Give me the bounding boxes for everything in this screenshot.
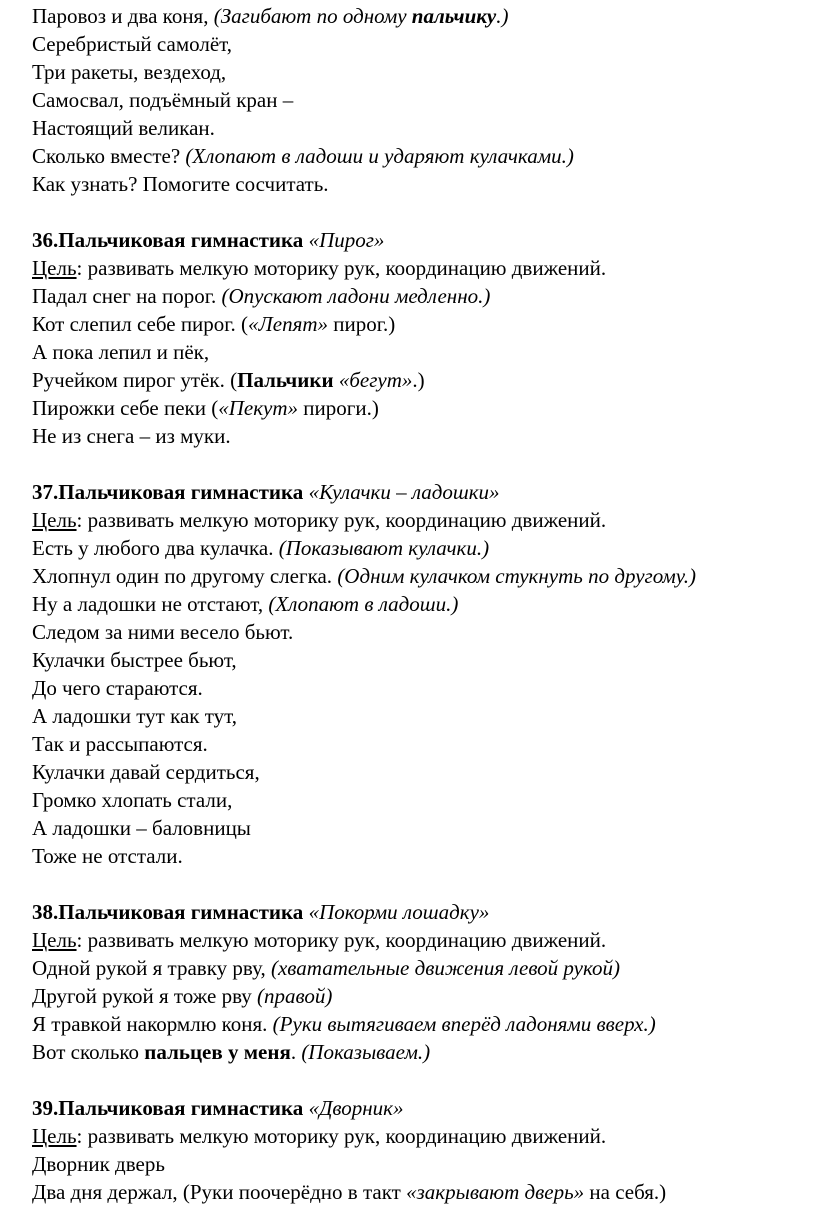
verse-line: Кулачки давай сердиться, <box>32 760 260 784</box>
verse-line: А ладошки – баловницы <box>32 816 251 840</box>
verse-line: Как узнать? Помогите сосчитать. <box>32 172 329 196</box>
section-heading-37: 37.Пальчиковая гимнастика «Кулачки – ладошки» <box>32 480 500 504</box>
verse-line: Ручейком пирог утёк. (Пальчики «бегут».) <box>32 368 425 392</box>
verse-line: Громко хлопать стали, <box>32 788 233 812</box>
verse-line: А пока лепил и пёк, <box>32 340 210 364</box>
verse-line: Падал снег на порог. (Опускают ладони медленно.) <box>32 284 491 308</box>
verse-line: Вот сколько пальцев у меня. (Показываем.) <box>32 1040 431 1064</box>
verse-line: Ну а ладошки не отстают, (Хлопают в ладоши.) <box>32 592 459 616</box>
verse-line: Кот слепил себе пирог. («Лепят» пирог.) <box>32 312 396 336</box>
verse-line: Так и рассыпаются. <box>32 732 208 756</box>
verse-line: Я травкой накормлю коня. (Руки вытягиваем вперёд ладонями вверх.) <box>32 1012 656 1036</box>
verse-line: Три ракеты, вездеход, <box>32 60 227 84</box>
section-goal: Цель: развивать мелкую моторику рук, координацию движений. <box>32 928 607 952</box>
verse-line: Одной рукой я травку рву, (хватательные движения левой рукой) <box>32 956 620 980</box>
verse-line: А ладошки тут как тут, <box>32 704 237 728</box>
verse-line: Паровоз и два коня, (Загибают по одному пальчику.) <box>32 4 509 28</box>
verse-line: Кулачки быстрее бьют, <box>32 648 237 672</box>
verse-line: Хлопнул один по другому слегка. (Одним кулачком стукнуть по другому.) <box>32 564 697 588</box>
section-goal: Цель: развивать мелкую моторику рук, координацию движений. <box>32 1124 607 1148</box>
section-goal: Цель: развивать мелкую моторику рук, координацию движений. <box>32 256 607 280</box>
verse-line: Другой рукой я тоже рву (правой) <box>32 984 333 1008</box>
section-heading-38: 38.Пальчиковая гимнастика «Покорми лошадку» <box>32 900 490 924</box>
section-goal: Цель: развивать мелкую моторику рук, координацию движений. <box>32 508 607 532</box>
verse-line: Пирожки себе пеки («Пекут» пироги.) <box>32 396 379 420</box>
verse-line: Два дня держал, (Руки поочерёдно в такт «закрывают дверь» на себя.) <box>32 1180 667 1204</box>
verse-line: Не из снега – из муки. <box>32 424 231 448</box>
verse-line: Есть у любого два кулачка. (Показывают кулачки.) <box>32 536 490 560</box>
section-heading-39: 39.Пальчиковая гимнастика «Дворник» <box>32 1096 404 1120</box>
verse-line: Следом за ними весело бьют. <box>32 620 294 644</box>
verse-line: Серебристый самолёт, <box>32 32 232 56</box>
section-heading-36: 36.Пальчиковая гимнастика «Пирог» <box>32 228 385 252</box>
verse-line: Сколько вместе? (Хлопают в ладоши и ударяют кулачками.) <box>32 144 574 168</box>
verse-line: Самосвал, подъёмный кран – <box>32 88 294 112</box>
verse-line: Тоже не отстали. <box>32 844 183 868</box>
verse-line: Настоящий великан. <box>32 116 215 140</box>
verse-line: Дворник дверь <box>32 1152 165 1176</box>
verse-line: До чего стараются. <box>32 676 203 700</box>
